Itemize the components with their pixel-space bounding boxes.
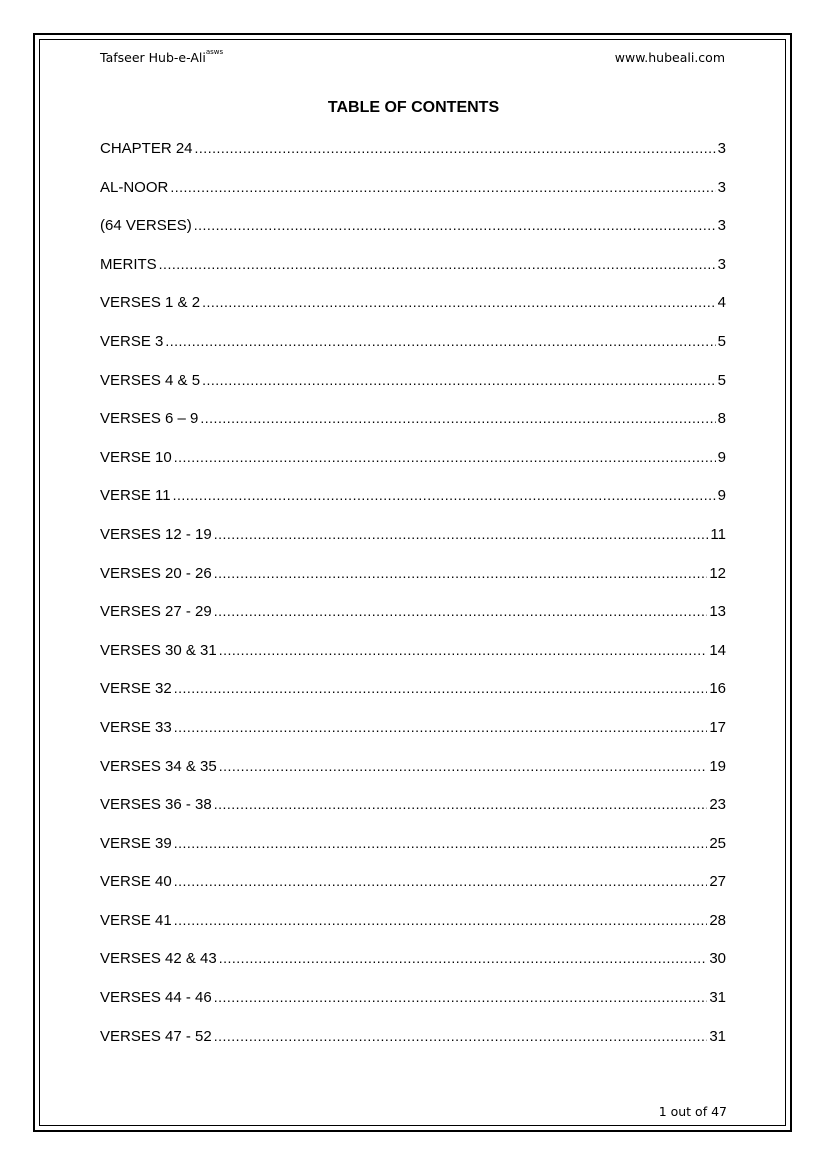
toc-entry-page-number: 30	[709, 950, 726, 968]
toc-entry-label: VERSES 6 – 9	[100, 410, 199, 428]
header-website-link[interactable]: www.hubeali.com	[614, 50, 725, 65]
toc-entry-label: VERSES 4 & 5	[100, 371, 201, 389]
toc-entry-label: VERSES 36 - 38	[100, 796, 212, 814]
toc-entry-page-number: 25	[709, 834, 726, 852]
toc-entry-page-number: 3	[717, 255, 726, 273]
toc-entry[interactable]	[100, 409, 726, 448]
toc-dot-leader	[174, 448, 716, 467]
toc-dot-leader	[219, 641, 708, 660]
toc-entry-page-number: 4	[717, 294, 726, 312]
toc-entry-label: VERSE 11	[100, 487, 171, 505]
toc-entry-page-number: 16	[709, 680, 726, 698]
toc-entry[interactable]	[100, 602, 726, 641]
toc-entry-page-number: 19	[709, 757, 726, 775]
toc-entry-label: VERSES 44 - 46	[100, 989, 212, 1007]
toc-entry[interactable]	[100, 641, 726, 680]
toc-dot-leader	[214, 1027, 708, 1046]
header-book-title-text: Tafseer Hub-e-Ali	[100, 50, 206, 65]
toc-entry[interactable]	[100, 1027, 726, 1066]
toc-entry-label: VERSES 1 & 2	[100, 294, 201, 312]
toc-entry-page-number: 5	[717, 332, 726, 350]
toc-entry-page-number: 3	[717, 140, 726, 157]
toc-entry[interactable]	[100, 525, 726, 564]
toc-entry-label: CHAPTER 24	[100, 140, 193, 157]
toc-dot-leader	[174, 872, 708, 891]
toc-entry-page-number: 9	[717, 487, 726, 505]
toc-entry[interactable]	[100, 564, 726, 603]
toc-entry-label: VERSE 41	[100, 911, 172, 929]
toc-dot-leader	[174, 718, 708, 737]
toc-dot-leader	[202, 371, 716, 390]
toc-dot-leader	[200, 409, 715, 428]
toc-entry[interactable]	[100, 371, 726, 410]
toc-dot-leader	[174, 834, 708, 853]
toc-entry[interactable]	[100, 911, 726, 950]
toc-dot-leader	[214, 564, 708, 583]
toc-entry-label: VERSE 3	[100, 332, 164, 350]
toc-dot-leader	[214, 525, 709, 544]
toc-entry[interactable]	[100, 448, 726, 487]
toc-entry-label: VERSE 33	[100, 718, 172, 736]
toc-entry[interactable]	[100, 178, 726, 217]
toc-dot-leader	[219, 949, 708, 968]
page-number-footer: 1 out of 47	[658, 1104, 727, 1119]
page-title: TABLE OF CONTENTS	[327, 99, 500, 116]
toc-dot-leader	[219, 757, 708, 776]
toc-dot-leader	[214, 988, 708, 1007]
header-book-title-superscript: asws	[205, 48, 224, 56]
toc-entry-label: VERSES 27 - 29	[100, 603, 212, 621]
toc-entry[interactable]	[100, 139, 726, 178]
toc-entry[interactable]	[100, 757, 726, 796]
toc-entry[interactable]	[100, 795, 726, 834]
toc-entry-label: MERITS	[100, 255, 157, 273]
toc-dot-leader	[173, 486, 716, 505]
toc-entry-label: AL-NOOR	[100, 178, 169, 196]
toc-entry-page-number: 11	[710, 525, 726, 543]
toc-entry-label: VERSES 47 - 52	[100, 1027, 212, 1045]
toc-entry[interactable]	[100, 949, 726, 988]
toc-dot-leader	[214, 602, 708, 621]
toc-entry-label: (64 VERSES)	[100, 217, 192, 235]
toc-entry[interactable]	[100, 834, 726, 873]
toc-entry-label: VERSES 42 & 43	[100, 950, 217, 968]
toc-entry[interactable]	[100, 486, 726, 525]
toc-entry-page-number: 28	[709, 911, 726, 929]
toc-entry[interactable]	[100, 293, 726, 332]
toc-entry[interactable]	[100, 988, 726, 1027]
toc-entry-label: VERSE 40	[100, 873, 172, 891]
toc-entry-page-number: 23	[709, 796, 726, 814]
toc-entry-page-number: 3	[717, 178, 726, 196]
toc-entry-page-number: 13	[709, 603, 726, 621]
toc-entry-page-number: 5	[717, 371, 726, 389]
toc-dot-leader	[170, 178, 715, 197]
toc-dot-leader	[174, 911, 708, 930]
toc-entry-page-number: 14	[709, 641, 726, 659]
table-of-contents	[100, 139, 726, 1065]
toc-entry-page-number: 9	[717, 448, 726, 466]
toc-entry-label: VERSES 34 & 35	[100, 757, 217, 775]
toc-dot-leader	[195, 139, 716, 158]
toc-entry-page-number: 8	[717, 410, 726, 428]
toc-entry[interactable]	[100, 679, 726, 718]
toc-entry[interactable]	[100, 216, 726, 255]
toc-entry-label: VERSE 10	[100, 448, 172, 466]
toc-dot-leader	[174, 679, 708, 698]
toc-entry[interactable]	[100, 872, 726, 911]
toc-entry-label: VERSES 20 - 26	[100, 564, 212, 582]
toc-entry-page-number: 27	[709, 873, 726, 891]
toc-dot-leader	[159, 255, 716, 274]
toc-entry[interactable]	[100, 718, 726, 757]
toc-entry[interactable]	[100, 332, 726, 371]
toc-entry-page-number: 12	[709, 564, 726, 582]
toc-entry-page-number: 31	[709, 1027, 726, 1045]
toc-entry-label: VERSES 30 & 31	[100, 641, 217, 659]
toc-entry[interactable]	[100, 255, 726, 294]
toc-entry-page-number: 3	[717, 217, 726, 235]
toc-entry-label: VERSE 32	[100, 680, 172, 698]
toc-entry-page-number: 31	[709, 989, 726, 1007]
toc-entry-label: VERSES 12 - 19	[100, 525, 212, 543]
toc-entry-label: VERSE 39	[100, 834, 172, 852]
toc-dot-leader	[214, 795, 708, 814]
toc-dot-leader	[165, 332, 715, 351]
header-book-title	[100, 50, 223, 65]
toc-dot-leader	[194, 216, 716, 235]
toc-dot-leader	[202, 293, 716, 312]
toc-entry-page-number: 17	[709, 718, 726, 736]
